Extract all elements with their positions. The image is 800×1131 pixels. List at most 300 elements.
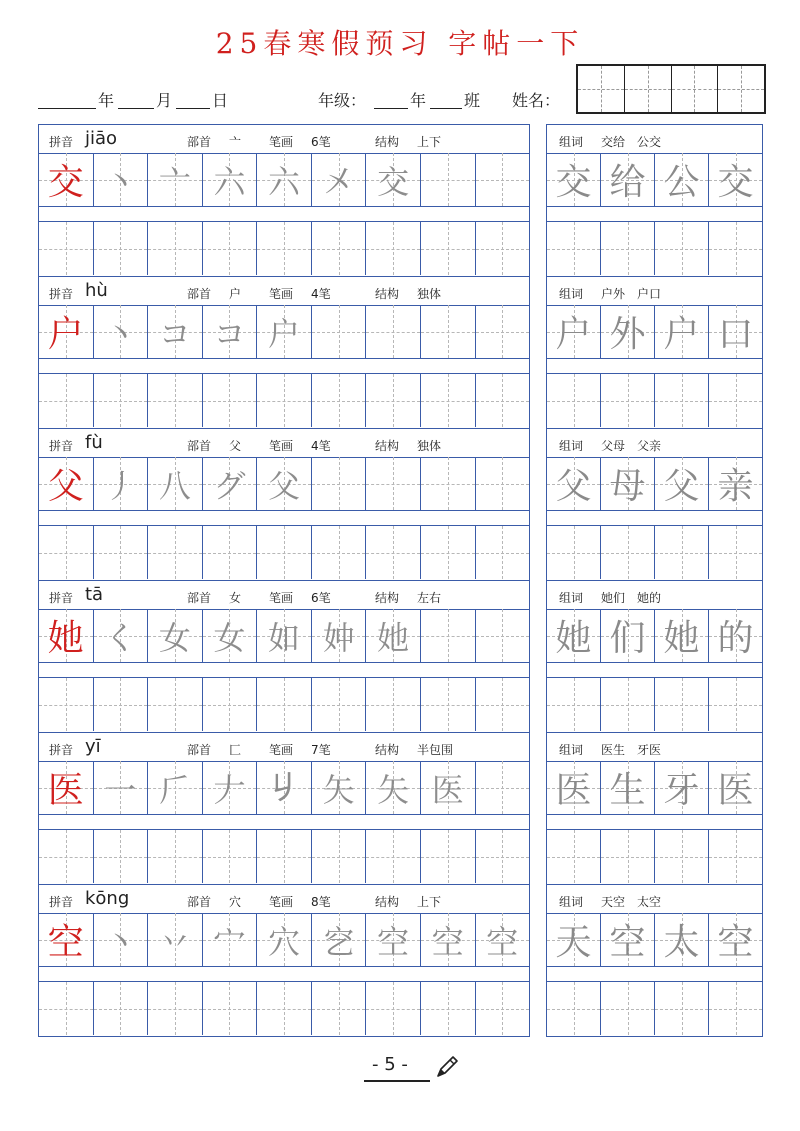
words-info-row [547,277,762,306]
word-cell[interactable] [601,305,655,358]
writing-cell[interactable] [257,678,312,731]
stroke-step[interactable] [257,609,312,662]
glyph: 矢 [377,770,410,809]
word-cell[interactable] [547,153,601,206]
word-cell[interactable] [601,526,655,579]
words-info-row [547,733,762,762]
writing-cell[interactable] [257,222,312,275]
writing-cell[interactable] [366,678,421,731]
word-cell[interactable] [547,222,601,275]
name-cell[interactable] [625,66,672,112]
grid-row [39,609,529,663]
stroke-step[interactable] [94,761,149,814]
writing-cell[interactable] [476,153,530,206]
writing-cell[interactable] [366,457,421,510]
glyph: コ [158,314,191,353]
name-cell[interactable] [672,66,719,112]
pinyin-value: yī [85,736,101,757]
pinyin-label: 拼音 [49,591,74,605]
word-glyph: 父 [555,466,592,507]
writing-cell[interactable] [421,678,476,731]
grid-row [547,457,762,511]
writing-cell[interactable] [39,830,94,883]
word-cell[interactable] [655,526,709,579]
glyph: 如 [268,618,301,657]
words-label: 组词 [559,743,584,757]
word-cell[interactable] [655,222,709,275]
stroke-step[interactable] [257,153,312,206]
grid-row [39,153,529,207]
word-glyph: 医 [555,770,592,811]
glyph: 妕 [322,618,355,657]
word-cell[interactable] [547,305,601,358]
writing-cell[interactable] [421,153,476,206]
glyph: く [104,618,137,657]
writing-cell[interactable] [312,222,367,275]
glyph: 亠 [158,162,191,201]
glyph: 空 [486,922,519,961]
stroke-step[interactable] [148,913,203,966]
stroke-step[interactable] [203,153,258,206]
grid-row [547,373,762,427]
word-practice-panel [546,428,763,581]
grade-blank[interactable] [374,108,408,109]
stroke-step[interactable] [94,913,149,966]
writing-cell[interactable] [257,830,312,883]
word-practice-panel [546,732,763,885]
writing-cell[interactable] [421,305,476,358]
glyph: 一 [104,770,137,809]
grid-row [39,913,529,967]
writing-cell[interactable] [366,222,421,275]
stroke-step[interactable] [421,913,476,966]
writing-cell[interactable] [421,526,476,579]
strokes-value: 8笔 [311,895,331,909]
stroke-step[interactable] [203,761,258,814]
writing-cell[interactable] [39,374,94,427]
word-cell[interactable] [601,830,655,883]
writing-cell[interactable] [203,982,258,1035]
grid-row [39,981,529,1035]
stroke-step[interactable] [203,913,258,966]
strokes-label: 笔画 [269,439,294,453]
glyph: 𠂆 [158,770,191,809]
word-cell[interactable] [709,678,762,731]
words-label: 组词 [559,135,584,149]
practice-block [38,732,763,885]
word-cell[interactable] [655,374,709,427]
word-cell[interactable] [655,305,709,358]
strokes-value: 4笔 [311,439,331,453]
word-glyph: 天 [555,922,592,963]
words-value: 户外 户口 [601,287,662,301]
strokes-value: 6笔 [311,591,331,605]
stroke-practice-panel [38,276,530,429]
writing-cell[interactable] [476,982,530,1035]
structure-label: 结构 [375,591,400,605]
word-cell[interactable] [709,305,762,358]
radical-value: 亠 [229,135,242,149]
writing-cell[interactable] [94,678,149,731]
stroke-step[interactable] [257,913,312,966]
word-cell[interactable] [709,761,762,814]
word-grid [547,153,762,276]
word-cell[interactable] [655,457,709,510]
grid-row [547,609,762,663]
char-info-row [39,885,529,914]
word-practice-panel [546,884,763,1037]
word-cell[interactable] [709,830,762,883]
writing-cell[interactable] [257,982,312,1035]
word-grid [547,457,762,580]
stroke-step[interactable] [257,305,312,358]
words-value: 交给 公交 [601,135,662,149]
stroke-step[interactable] [257,457,312,510]
radical-value: 户 [229,287,242,301]
year-blank[interactable] [38,108,96,109]
glyph: 女 [213,618,246,657]
model-character[interactable] [39,305,94,358]
word-cell[interactable] [547,761,601,814]
grid-row [39,221,529,275]
glyph: 丶 [104,162,137,201]
writing-cell[interactable] [312,305,367,358]
name-cell[interactable] [718,66,764,112]
writing-cell[interactable] [312,374,367,427]
writing-cell[interactable] [148,678,203,731]
writing-cell[interactable] [476,374,530,427]
word-glyph: 父 [663,466,700,507]
glyph: 八 [158,466,191,505]
writing-cell[interactable] [39,526,94,579]
stroke-step[interactable] [421,761,476,814]
stroke-step[interactable] [366,609,421,662]
glyph: 丿 [104,466,137,505]
word-cell[interactable] [601,153,655,206]
stroke-step[interactable] [203,457,258,510]
word-cell[interactable] [709,222,762,275]
writing-cell[interactable] [476,305,530,358]
writing-grid [39,761,529,884]
stroke-step[interactable] [94,609,149,662]
glyph: 六 [213,162,246,201]
word-cell[interactable] [601,913,655,966]
grid-row [39,457,529,511]
writing-cell[interactable] [312,830,367,883]
model-character[interactable] [39,153,94,206]
word-cell[interactable] [601,678,655,731]
word-cell[interactable] [547,374,601,427]
glyph: 矢 [322,770,355,809]
writing-cell[interactable] [148,982,203,1035]
writing-cell[interactable] [257,526,312,579]
pinyin-value: fù [85,432,103,453]
word-cell[interactable] [601,609,655,662]
radical-value: 穴 [229,895,242,909]
writing-cell[interactable] [366,526,421,579]
structure-value: 半包围 [417,743,454,757]
words-info-row [547,885,762,914]
model-character[interactable] [39,761,94,814]
word-cell[interactable] [547,457,601,510]
word-glyph: 母 [609,466,646,507]
stroke-step[interactable] [148,609,203,662]
day-blank[interactable] [176,108,210,109]
writing-cell[interactable] [476,678,530,731]
writing-cell[interactable] [312,526,367,579]
glyph: 𠂈 [268,769,301,807]
word-cell[interactable] [709,913,762,966]
writing-cell[interactable] [94,526,149,579]
model-character[interactable] [39,609,94,662]
name-box[interactable] [576,64,766,114]
glyph: 户 [47,314,84,355]
words-info-row [547,429,762,458]
strokes-label: 笔画 [269,287,294,301]
stroke-step[interactable] [148,153,203,206]
structure-value: 上下 [417,895,442,909]
structure-value: 独体 [417,439,442,453]
writing-cell[interactable] [94,982,149,1035]
stroke-step[interactable] [148,305,203,358]
writing-cell[interactable] [39,678,94,731]
glyph: 医 [47,770,84,811]
grid-row [39,373,529,427]
words-label: 组词 [559,287,584,301]
char-info-row [39,429,529,458]
structure-label: 结构 [375,287,400,301]
pencil-icon [434,1054,460,1080]
word-glyph: 们 [609,618,646,659]
structure-label: 结构 [375,743,400,757]
grid-row [39,677,529,731]
word-cell[interactable] [547,982,601,1035]
words-value: 父母 父亲 [601,439,662,453]
grid-row [547,761,762,815]
stroke-step[interactable] [366,761,421,814]
stroke-step[interactable] [312,609,367,662]
stroke-step[interactable] [203,305,258,358]
word-cell[interactable] [547,913,601,966]
writing-cell[interactable] [203,374,258,427]
word-cell[interactable] [709,457,762,510]
word-cell[interactable] [547,678,601,731]
writing-cell[interactable] [312,678,367,731]
stroke-step[interactable] [257,761,312,814]
stroke-step[interactable] [94,457,149,510]
writing-cell[interactable] [148,374,203,427]
words-value: 她们 她的 [601,591,662,605]
writing-cell[interactable] [366,830,421,883]
word-glyph: 她 [555,618,592,659]
name-cell[interactable] [578,66,625,112]
glyph: 宀 [213,922,246,961]
stroke-practice-panel [38,124,530,277]
writing-cell[interactable] [148,526,203,579]
writing-cell[interactable] [421,457,476,510]
stroke-step[interactable] [94,305,149,358]
grade-label: 年级： [318,91,367,110]
stroke-step[interactable] [148,761,203,814]
word-glyph: 交 [717,162,754,203]
stroke-practice-panel [38,428,530,581]
stroke-practice-panel [38,732,530,885]
word-cell[interactable] [655,678,709,731]
model-character[interactable] [39,457,94,510]
model-character[interactable] [39,913,94,966]
stroke-practice-panel [38,884,530,1037]
stroke-step[interactable] [312,761,367,814]
word-cell[interactable] [547,526,601,579]
word-glyph: 交 [555,162,592,203]
writing-cell[interactable] [203,222,258,275]
writing-cell[interactable] [312,982,367,1035]
structure-value: 左右 [417,591,442,605]
writing-cell[interactable] [148,830,203,883]
glyph: 交 [47,162,84,203]
glyph: 父 [268,466,301,505]
writing-cell[interactable] [148,222,203,275]
stroke-step[interactable] [476,913,530,966]
word-glyph: 的 [717,618,754,659]
writing-cell[interactable] [203,526,258,579]
stroke-step[interactable] [94,153,149,206]
strokes-value: 7笔 [311,743,331,757]
word-cell[interactable] [709,374,762,427]
word-cell[interactable] [709,609,762,662]
stroke-step[interactable] [148,457,203,510]
structure-label: 结构 [375,895,400,909]
strokes-value: 6笔 [311,135,331,149]
glyph: 空 [431,922,464,961]
stroke-step[interactable] [312,913,367,966]
glyph: 穵 [322,922,355,961]
page-title: 25春寒假预习 字帖一下 [215,27,585,60]
glyph: 她 [47,618,84,659]
word-glyph: 口 [717,314,754,355]
writing-cell[interactable] [421,609,476,662]
page-number-underline [364,1080,430,1082]
stroke-step[interactable] [312,153,367,206]
writing-cell[interactable] [94,222,149,275]
structure-label: 结构 [375,439,400,453]
word-glyph: 太 [663,922,700,963]
glyph: 丷 [158,922,191,961]
writing-cell[interactable] [476,761,530,814]
stroke-step[interactable] [203,609,258,662]
glyph: 㐅 [322,162,355,201]
writing-cell[interactable] [39,222,94,275]
char-info-row [39,277,529,306]
word-cell[interactable] [547,830,601,883]
stroke-step[interactable] [366,153,421,206]
pinyin-value: kōng [85,888,130,909]
word-cell[interactable] [601,374,655,427]
grid-row [39,525,529,579]
practice-block [38,580,763,733]
month-blank[interactable] [118,108,154,109]
word-cell[interactable] [655,830,709,883]
writing-cell[interactable] [421,982,476,1035]
writing-cell[interactable] [476,457,530,510]
glyph: 空 [47,922,84,963]
word-cell[interactable] [601,761,655,814]
writing-grid [39,457,529,580]
word-cell[interactable] [655,913,709,966]
writing-cell[interactable] [476,222,530,275]
word-cell[interactable] [655,982,709,1035]
radical-label: 部首 [187,135,212,149]
word-cell[interactable] [709,526,762,579]
writing-cell[interactable] [94,830,149,883]
words-info-row [547,581,762,610]
class-blank[interactable] [430,108,462,109]
radical-label: 部首 [187,591,212,605]
word-grid [547,761,762,884]
stroke-step[interactable] [366,913,421,966]
pinyin-value: jiāo [85,128,118,149]
grid-row [547,153,762,207]
writing-cell[interactable] [476,609,530,662]
writing-cell[interactable] [39,982,94,1035]
word-cell[interactable] [547,609,601,662]
writing-cell[interactable] [421,374,476,427]
word-cell[interactable] [601,982,655,1035]
char-info-row [39,733,529,762]
writing-cell[interactable] [257,374,312,427]
writing-cell[interactable] [312,457,367,510]
writing-cell[interactable] [366,374,421,427]
writing-grid [39,913,529,1036]
word-cell[interactable] [655,609,709,662]
words-label: 组词 [559,895,584,909]
radical-value: 女 [229,591,242,605]
word-cell[interactable] [709,153,762,206]
word-cell[interactable] [655,153,709,206]
radical-label: 部首 [187,743,212,757]
word-cell[interactable] [709,982,762,1035]
word-practice-panel [546,580,763,733]
strokes-label: 笔画 [269,591,294,605]
glyph: コ [213,314,246,353]
writing-cell[interactable] [366,982,421,1035]
words-label: 组词 [559,591,584,605]
page-number: - 5 - [372,1054,408,1075]
word-glyph: 医 [717,770,754,811]
writing-cell[interactable] [94,374,149,427]
word-glyph: 空 [717,922,754,963]
writing-cell[interactable] [421,830,476,883]
writing-cell[interactable] [203,678,258,731]
writing-grid [39,609,529,732]
word-cell[interactable] [655,761,709,814]
writing-cell[interactable] [203,830,258,883]
strokes-value: 4笔 [311,287,331,301]
glyph: 空 [377,922,410,961]
word-cell[interactable] [601,222,655,275]
writing-cell[interactable] [421,222,476,275]
word-grid [547,913,762,1036]
day-label: 日 [212,91,229,110]
glyph: 女 [158,618,191,657]
writing-cell[interactable] [476,526,530,579]
grid-row [39,761,529,815]
writing-cell[interactable] [476,830,530,883]
writing-grid [39,305,529,428]
word-cell[interactable] [601,457,655,510]
writing-cell[interactable] [366,305,421,358]
word-glyph: 给 [609,162,646,203]
